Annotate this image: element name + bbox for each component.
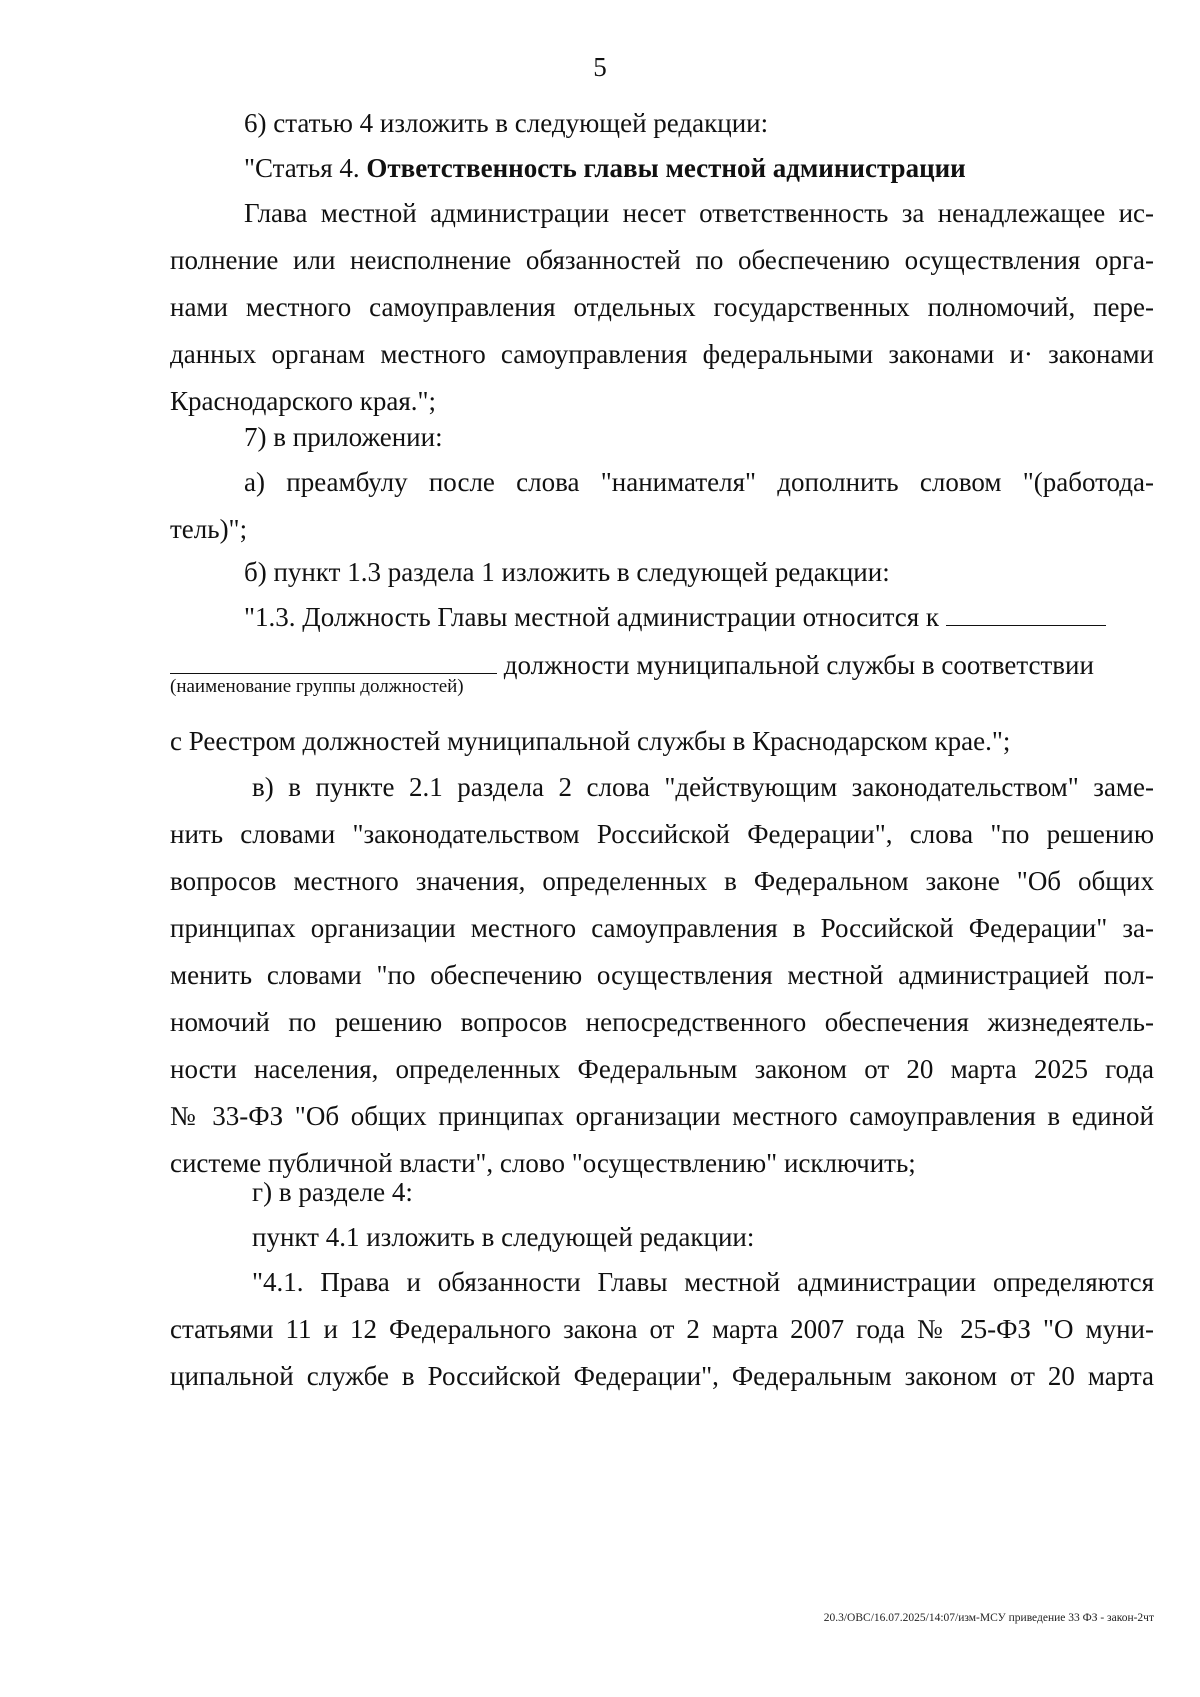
item-v-line: в) в пункте 2.1 раздела 2 слова "действующим законодательством" заме- bbox=[252, 772, 1154, 802]
point-4-1-line: "4.1. Права и обязанности Главы местной администрации определяются bbox=[252, 1267, 1154, 1297]
item-g-block bbox=[170, 1169, 1154, 1216]
paragraph-line: Краснодарского края."; bbox=[170, 386, 437, 416]
point-1-3-line bbox=[170, 594, 1154, 641]
item-a-line: тель)"; bbox=[170, 514, 248, 544]
paragraph-line: Глава местной администрации несет ответственность за ненадлежащее ис- bbox=[244, 198, 1154, 228]
item-g-line: г) в разделе 4: bbox=[252, 1177, 413, 1207]
item-b-block bbox=[170, 549, 1154, 596]
point-1-3-text-2: должности муниципальной службы в соответствии bbox=[503, 650, 1094, 680]
item-v-line: нить словами "законодательством Российской Федерации", слова "по решению bbox=[170, 819, 1154, 849]
page-number: 5 bbox=[593, 52, 607, 82]
item-v-block bbox=[170, 764, 1154, 1187]
item-v-line: вопросов местного значения, определенных в Федеральном законе "Об общих bbox=[170, 866, 1154, 896]
item-a-block bbox=[170, 459, 1154, 553]
paragraph-line: полнение или неисполнение обязанностей по обеспечению осуществления орга- bbox=[170, 245, 1154, 275]
paragraph-line: данных органам местного самоуправления федеральными законами и· законами bbox=[170, 339, 1154, 369]
blank-field-2 bbox=[170, 647, 497, 674]
item-7-line: 7) в приложении: bbox=[244, 422, 443, 452]
point-1-3-line-3: с Реестром должностей муниципальной службы в Краснодарском крае."; bbox=[170, 726, 1011, 756]
paragraph-line: нами местного самоуправления отдельных государственных полномочий, пере- bbox=[170, 292, 1154, 322]
item-a-line: а) преамбулу после слова "нанимателя" дополнить словом "(работода- bbox=[244, 467, 1154, 497]
point-4-1-line: статьями 11 и 12 Федерального закона от 2 марта 2007 года № 25-ФЗ "О муни- bbox=[170, 1314, 1154, 1344]
item-v-line: ности населения, определенных Федеральным законом от 20 марта 2025 года bbox=[170, 1054, 1154, 1084]
item-v-line: № 33-ФЗ "Об общих принципах организации местного самоуправления в единой bbox=[170, 1101, 1154, 1131]
point-4-1-intro-line: пункт 4.1 изложить в следующей редакции: bbox=[252, 1222, 755, 1252]
blank-caption: (наименование группы должностей) bbox=[170, 676, 464, 697]
point-1-3-text: "1.3. Должность Главы местной администрации относится к bbox=[244, 602, 940, 632]
item-6-block bbox=[170, 100, 1154, 147]
point-1-3-block bbox=[170, 594, 1154, 641]
item-v-line: системе публичной власти", слово "осуществлению" исключить; bbox=[170, 1148, 916, 1178]
item-7-block bbox=[170, 414, 1154, 461]
document-footer-code: 20.3/OBC/16.07.2025/14:07/изм-МСУ приведение 33 ФЗ - закон-2чт bbox=[823, 1612, 1154, 1624]
item-v-line: номочий по решению вопросов непосредственного обеспечения жизнедеятель- bbox=[170, 1007, 1154, 1037]
item-6-line: 6) статью 4 изложить в следующей редакции: bbox=[244, 108, 769, 138]
article-4-prefix: "Статья 4. bbox=[244, 153, 360, 183]
article-4-paragraph bbox=[170, 190, 1154, 425]
article-4-heading-line bbox=[170, 145, 1154, 192]
article-4-heading bbox=[170, 145, 1154, 192]
item-v-line: менить словами "по обеспечению осуществления местной администрацией пол- bbox=[170, 960, 1154, 990]
point-4-1-block bbox=[170, 1259, 1154, 1400]
article-4-title: Ответственность главы местной администрации bbox=[366, 153, 966, 183]
blank-field-1 bbox=[946, 599, 1106, 626]
point-4-1-intro bbox=[170, 1214, 1154, 1261]
item-b-line: б) пункт 1.3 раздела 1 изложить в следующей редакции: bbox=[244, 557, 890, 587]
point-1-3-block-3 bbox=[170, 718, 1154, 765]
item-v-line: принципах организации местного самоуправления в Российской Федерации" за- bbox=[170, 913, 1154, 943]
point-4-1-line: ципальной службе в Российской Федерации", Федеральным законом от 20 марта bbox=[170, 1361, 1154, 1391]
